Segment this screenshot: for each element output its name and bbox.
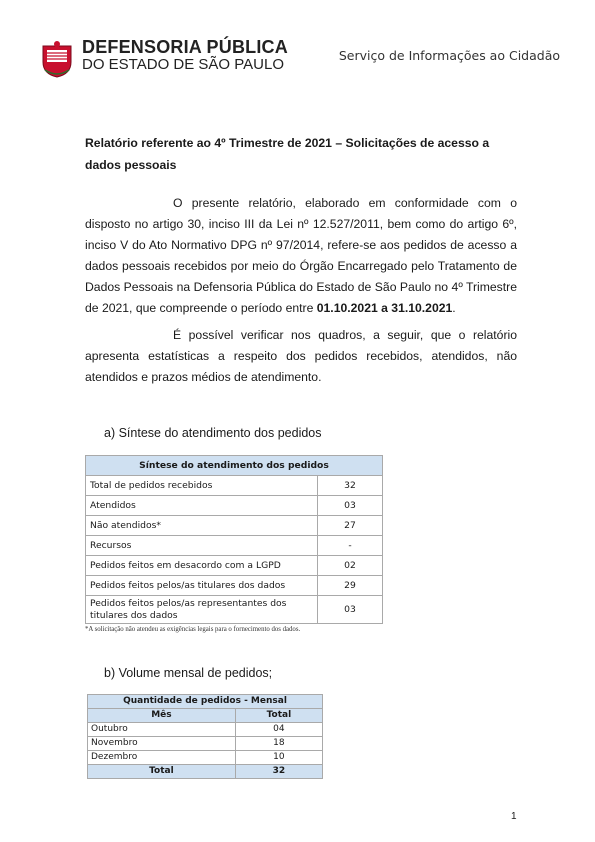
state-seal-icon [40, 40, 74, 78]
table-row [86, 556, 383, 576]
second-paragraph [85, 325, 517, 388]
row-value: - [318, 536, 383, 556]
summary-table [85, 455, 383, 624]
second-text: É possível verificar nos quadros, a seguir, que o relatório apresenta estatísticas a respeito dos pedidos recebidos, atendidos, não atendidos e prazos médios de atendimento. [85, 328, 517, 384]
section-a-heading: a) Síntese do atendimento dos pedidos [104, 426, 322, 440]
row-label: Atendidos [86, 496, 318, 516]
intro-paragraph [85, 193, 517, 319]
row-value: 29 [318, 576, 383, 596]
row-value: 03 [318, 596, 383, 624]
total-value: 32 [235, 765, 322, 779]
row-label: Total de pedidos recebidos [86, 476, 318, 496]
row-value: 27 [318, 516, 383, 536]
table-row [86, 516, 383, 536]
row-value: 03 [318, 496, 383, 516]
row-value: 02 [318, 556, 383, 576]
service-name: Serviço de Informações ao Cidadão [338, 48, 560, 63]
month-cell: Novembro [88, 737, 236, 751]
table-row [86, 536, 383, 556]
month-cell: Dezembro [88, 751, 236, 765]
table-row [88, 723, 323, 737]
logo-line2: DO ESTADO DE SÃO PAULO [82, 56, 284, 73]
summary-table-title: Síntese do atendimento dos pedidos [86, 456, 383, 476]
column-header-total: Total [235, 709, 322, 723]
row-label: Recursos [86, 536, 318, 556]
table-row [88, 737, 323, 751]
row-label: Pedidos feitos pelos/as representantes dos titulares dos dados [86, 596, 318, 624]
table-row [86, 576, 383, 596]
monthly-table [87, 694, 323, 779]
row-label: Não atendidos* [86, 516, 318, 536]
intro-end: . [452, 301, 456, 315]
total-row [88, 765, 323, 779]
row-value: 32 [318, 476, 383, 496]
column-header-month: Mês [88, 709, 236, 723]
report-title: Relatório referente ao 4º Trimestre de 2021 – Solicitações de acesso a dados pessoais [85, 136, 490, 172]
total-cell: 10 [235, 751, 322, 765]
table-footnote: *A solicitação não atendeu as exigências legais para o fornecimento dos dados. [85, 626, 301, 633]
table-row [88, 751, 323, 765]
total-cell: 18 [235, 737, 322, 751]
intro-text: O presente relatório, elaborado em conformidade com o disposto no artigo 30, inciso III da Lei nº 12.527/2011, bem como do artigo 6º, inciso V do Ato Normativo DPG nº 97/2014, refere-se aos pedidos de acesso a dados pessoais recebidos por meio do Órgão Encarregado pelo Tratamento de Dados Pessoais na Defensoria Pública do Estado de São Paulo no 4º Trimestre de 2021, que compreende o período entre [85, 196, 517, 315]
total-label: Total [88, 765, 236, 779]
logo-line1: DEFENSORIA PÚBLICA [82, 37, 288, 57]
table-row [86, 476, 383, 496]
page-number: 1 [511, 811, 517, 822]
page-header [40, 36, 560, 82]
total-cell: 04 [235, 723, 322, 737]
month-cell: Outubro [88, 723, 236, 737]
section-b-heading: b) Volume mensal de pedidos; [104, 666, 273, 680]
period-range: 01.10.2021 a 31.10.2021 [316, 301, 453, 315]
row-label: Pedidos feitos em desacordo com a LGPD [86, 556, 318, 576]
monthly-table-title: Quantidade de pedidos - Mensal [88, 695, 323, 709]
logo-wordmark [82, 38, 288, 73]
table-row [86, 496, 383, 516]
row-label: Pedidos feitos pelos/as titulares dos dados [86, 576, 318, 596]
table-row [86, 596, 383, 624]
